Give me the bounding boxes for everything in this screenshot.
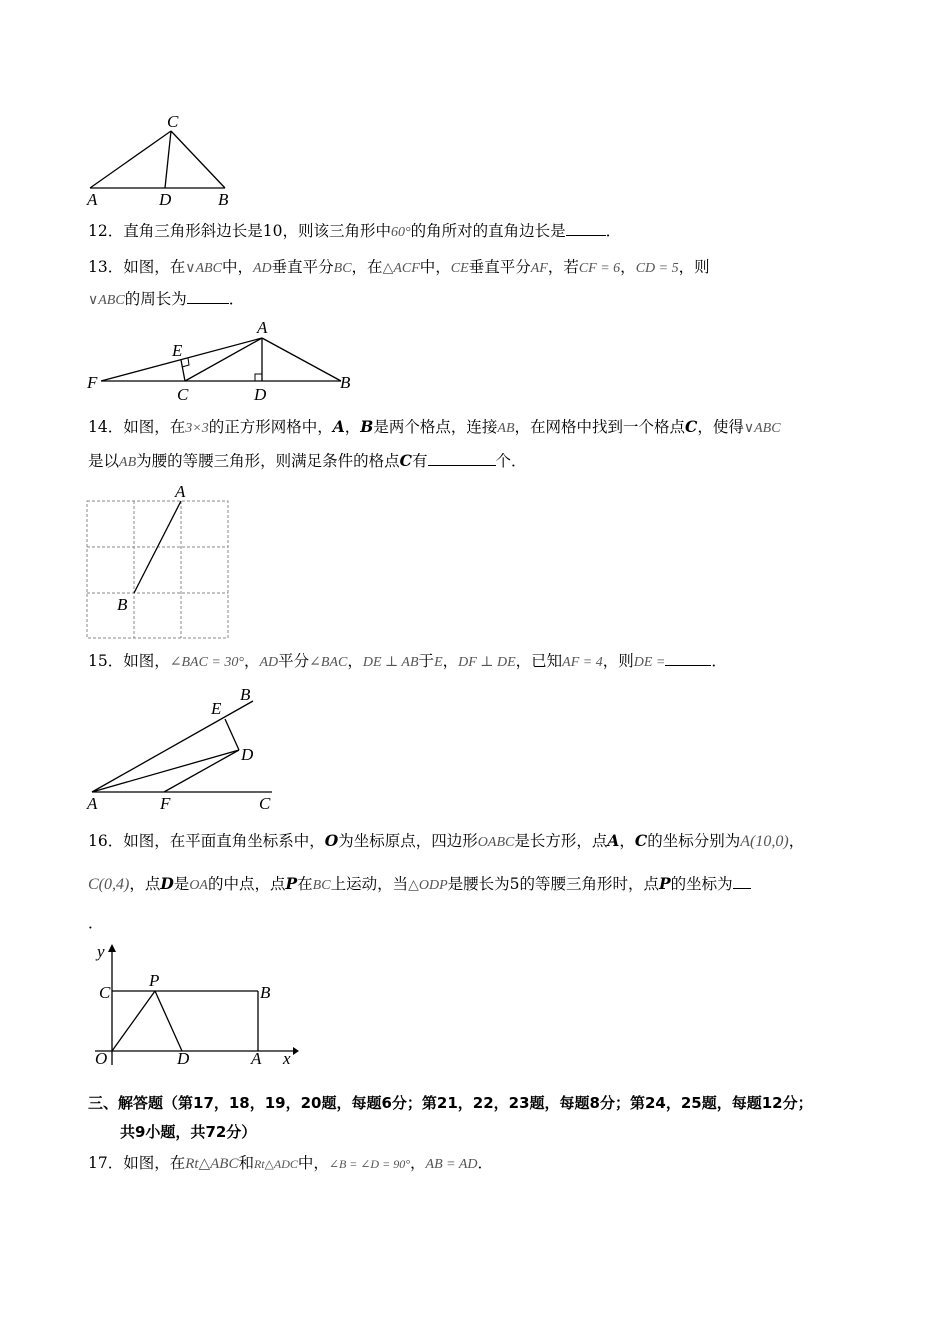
answer-blank[interactable]	[187, 289, 229, 304]
label-D: D	[254, 385, 267, 404]
label-E: E	[172, 341, 183, 360]
question-14-line1: 14．如图，在3×3的正方形网格中，A，B是两个格点，连接AB，在网格中找到一个格点C，使得∨ABC	[88, 417, 781, 436]
answer-blank[interactable]	[665, 651, 711, 666]
answer-blank[interactable]	[566, 221, 606, 236]
label-y: y	[97, 942, 105, 961]
label-x: x	[283, 1049, 291, 1068]
figure-q15	[85, 682, 285, 812]
question-12: 12．直角三角形斜边长是10，则该三角形中60°的角所对的直角边长是 ．	[88, 222, 622, 240]
section-3-heading: 三、解答题（第17，18，19，20题，每题6分；第21，22，23题，每题8分；第24，25题，每题12分；	[88, 1094, 813, 1112]
label-C: C	[167, 112, 179, 131]
label-C: C	[99, 983, 111, 1002]
label-E: E	[211, 699, 222, 718]
label-F: F	[87, 373, 98, 392]
question-13-line1: 13．如图，在∨ABC中，AD垂直平分BC，在△ACF中，CE垂直平分AF，若CF = 6，CD = 5，则	[88, 258, 710, 276]
label-C: C	[177, 385, 189, 404]
label-B: B	[218, 190, 229, 209]
label-C: C	[259, 794, 271, 813]
label-A: A	[87, 190, 98, 209]
question-16-line1: 16．如图，在平面直角坐标系中，O为坐标原点，四边形OABC是长方形，点A，C的坐标分别为A(10,0)，	[88, 831, 805, 850]
figure-q16-coordinate	[85, 940, 305, 1075]
label-P: P	[149, 971, 160, 990]
question-16-line2: C(0,4)，点D是OA的中点，点P在BC上运动，当△ODP是腰长为5的等腰三角形时，点P的坐标为	[88, 873, 751, 897]
figure-q13	[85, 318, 365, 408]
label-D: D	[159, 190, 172, 209]
label-D: D	[177, 1049, 190, 1068]
label-A: A	[175, 482, 186, 501]
label-A: A	[257, 318, 268, 337]
label-A: A	[251, 1049, 262, 1068]
section-3-heading-line2: 共9小题，共72分）	[120, 1123, 257, 1141]
label-B: B	[260, 983, 271, 1002]
answer-blank[interactable]	[733, 874, 751, 889]
figure-q14-grid	[85, 480, 235, 645]
label-D: D	[241, 745, 254, 764]
label-B: B	[340, 373, 351, 392]
label-O: O	[95, 1049, 108, 1068]
label-B: B	[117, 595, 128, 614]
question-14-line2: 是以AB为腰的等腰三角形，则满足条件的格点C有 个．	[88, 451, 527, 470]
label-A: A	[87, 794, 98, 813]
question-16-line3: ．	[88, 914, 104, 932]
label-B: B	[240, 685, 251, 704]
question-17: 17．如图，在Rt△ABC和Rt△ADC中，∠B = ∠D = 90°，AB = AD．	[88, 1154, 493, 1172]
answer-blank[interactable]	[428, 451, 496, 466]
question-13-line2: ∨ABC的周长为 ．	[88, 290, 245, 308]
figure-q11	[85, 112, 245, 207]
question-15: 15．如图，∠BAC = 30°，AD平分∠BAC，DE ⊥ AB于E，DF ⊥ DE，已知AF = 4，则DE = ．	[88, 652, 727, 670]
label-F: F	[160, 794, 171, 813]
